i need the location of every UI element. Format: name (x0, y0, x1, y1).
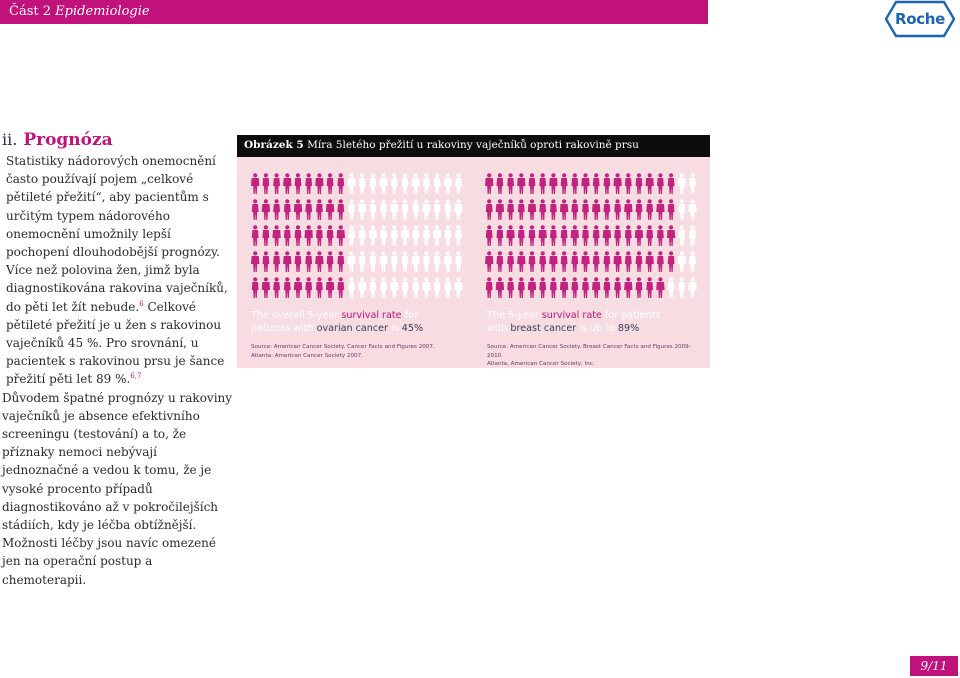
person-icon (444, 225, 451, 246)
person-icon (305, 173, 312, 194)
ovarian-caption (251, 309, 461, 335)
person-icon (348, 277, 355, 298)
person-icon (561, 225, 568, 246)
person-icon (646, 199, 653, 220)
person-icon (507, 277, 514, 298)
person-icon (539, 199, 546, 220)
person-icon (614, 225, 621, 246)
ovarian-caption-part: is (388, 323, 402, 334)
breast-source-line: Atlanta, American Cancer Society, Inc. (487, 361, 595, 367)
person-icon (252, 277, 259, 298)
person-icon (624, 277, 632, 298)
person-icon (401, 225, 409, 246)
person-icon (636, 173, 643, 194)
person-icon (283, 173, 291, 194)
person-icon (444, 173, 452, 194)
person-icon (390, 277, 398, 298)
person-icon (549, 251, 557, 272)
person-icon (560, 277, 568, 298)
person-icon (412, 277, 419, 298)
person-icon (316, 225, 323, 246)
ovarian-source-line: Atlanta: American Cancer Society 2007. (251, 352, 363, 359)
person-icon (402, 173, 409, 194)
person-icon (305, 199, 312, 220)
person-icon (656, 199, 664, 220)
person-icon (636, 199, 643, 220)
person-icon (688, 199, 696, 220)
person-icon (391, 225, 398, 246)
person-icon (593, 225, 600, 246)
person-icon (667, 225, 675, 246)
person-icon (358, 199, 366, 220)
header-part: Část 2 (9, 4, 51, 19)
person-icon (412, 251, 420, 272)
person-icon (251, 173, 259, 194)
figure-label: Obrázek 5 (244, 139, 304, 151)
person-icon (571, 277, 578, 298)
person-icon (273, 199, 280, 220)
person-icon (603, 225, 611, 246)
person-icon (370, 251, 377, 272)
person-icon (668, 173, 675, 194)
person-icon (252, 199, 259, 220)
person-icon (560, 199, 568, 220)
person-icon (337, 225, 345, 246)
person-icon (348, 199, 355, 220)
person-icon (370, 199, 377, 220)
person-icon (455, 251, 462, 272)
ovarian-survival-rate: 45% (401, 323, 424, 334)
person-icon (262, 199, 270, 220)
person-icon (625, 173, 632, 194)
person-icon (444, 251, 452, 272)
person-icon (613, 251, 621, 272)
ovarian-source (251, 343, 451, 360)
roche-logo (884, 0, 956, 38)
person-icon (592, 277, 600, 298)
paragraph-2-text: Celkové pětileté přežití je u žen s rakovinou vaječníků 45 %. Pro srovnání, u pacientek s rakovinou prsu je šance přežití pěti let 89 %. (6, 299, 225, 387)
person-icon (402, 277, 409, 298)
person-icon (284, 199, 291, 220)
person-icon (434, 173, 441, 194)
paragraph-1 (2, 152, 234, 389)
person-icon (486, 199, 493, 220)
person-icon (434, 251, 441, 272)
ovarian-source-line: Source: American Cancer Society. Cancer Facts and Figures 2007. (251, 344, 435, 350)
person-icon (497, 251, 504, 272)
person-icon (678, 199, 685, 220)
person-icon (391, 251, 398, 272)
person-icon (444, 199, 451, 220)
person-icon (604, 173, 611, 194)
person-icon (561, 251, 568, 272)
page-total: 11 (932, 659, 948, 673)
page-current: 9 (920, 659, 929, 673)
person-icon (316, 199, 323, 220)
person-icon (380, 199, 387, 220)
breast-caption-emph: breast cancer (510, 323, 577, 334)
person-icon (315, 173, 323, 194)
breast-caption (487, 309, 702, 335)
person-icon (337, 199, 344, 220)
person-icon (391, 173, 398, 194)
person-icon (263, 173, 270, 194)
person-icon (454, 277, 462, 298)
person-icon (263, 225, 270, 246)
body-text (2, 152, 234, 589)
person-icon (550, 199, 557, 220)
person-icon (327, 251, 334, 272)
person-icon (678, 173, 686, 194)
person-icon (412, 199, 419, 220)
person-icon (283, 251, 291, 272)
roche-logo-text: Roche (894, 10, 946, 28)
breast-caption-part: The 5-year (487, 310, 542, 321)
person-icon (402, 251, 409, 272)
figure-title (244, 139, 639, 151)
person-icon (549, 173, 557, 194)
person-icon (422, 277, 430, 298)
person-icon (380, 225, 387, 246)
paragraph-1-text: Statistiky nádorových onemocnění často používají pojem „celkové pětileté přežití“, aby pacientům s určitým typem nádorového onemocnění umožnily lepší pochopení dlouhodobější prognózy. Více než polovina žen, jimž byla diagnostikována rakovina vaječníků, do pěti let žít nebude. (6, 154, 228, 314)
person-icon (656, 277, 664, 298)
ovarian-caption-part: for (401, 310, 418, 321)
reference-6: 6 (139, 299, 144, 308)
person-icon (689, 225, 696, 246)
person-icon (434, 277, 441, 298)
person-icon (497, 225, 504, 246)
breast-source-line: Source: American Cancer Society. Breast Cancer Facts and Figures 2009-2010. (487, 344, 691, 359)
person-icon (273, 251, 280, 272)
person-icon (358, 277, 366, 298)
person-icon (327, 225, 334, 246)
person-icon (316, 277, 323, 298)
person-icon (636, 251, 643, 272)
reference-6-7: 6,7 (130, 372, 142, 381)
ovarian-caption-emph: ovarian cancer (316, 323, 388, 334)
person-icon (326, 277, 334, 298)
person-icon (529, 173, 536, 194)
figure-title-text: Míra 5letého přežití u rakoviny vaječníků oproti rakovině prsu (307, 139, 639, 151)
header-chapter: Epidemiologie (55, 4, 150, 19)
breast-survival-rate: 89% (617, 323, 640, 334)
person-icon (539, 251, 546, 272)
person-icon (688, 277, 696, 298)
person-icon (668, 251, 675, 272)
ovarian-survivor-grid (251, 173, 466, 303)
person-icon (550, 225, 557, 246)
section-number: ii. (2, 130, 18, 149)
page-number: 9 / 11 (910, 656, 958, 676)
person-icon (315, 251, 323, 272)
person-icon (582, 277, 589, 298)
person-icon (571, 199, 578, 220)
person-icon (295, 225, 302, 246)
person-icon (390, 199, 398, 220)
person-icon (337, 277, 344, 298)
person-icon (507, 199, 514, 220)
person-icon (348, 225, 355, 246)
person-icon (529, 225, 536, 246)
person-icon (454, 199, 462, 220)
ovarian-caption-accent: survival rate (341, 310, 402, 321)
header-title (9, 4, 150, 19)
person-icon (689, 173, 696, 194)
section-heading (2, 130, 113, 150)
person-icon (624, 199, 632, 220)
person-icon (455, 173, 462, 194)
person-icon (646, 173, 654, 194)
person-icon (337, 173, 344, 194)
person-icon (613, 173, 621, 194)
person-icon (561, 173, 568, 194)
person-icon (485, 173, 493, 194)
person-icon (678, 277, 685, 298)
person-icon (295, 251, 302, 272)
person-icon (678, 225, 685, 246)
person-icon (668, 277, 675, 298)
person-icon (518, 277, 525, 298)
person-icon (529, 251, 536, 272)
person-icon (517, 251, 525, 272)
person-icon (402, 199, 409, 220)
person-icon (380, 277, 387, 298)
person-icon (294, 277, 302, 298)
person-icon (295, 173, 302, 194)
person-icon (582, 225, 589, 246)
person-icon (614, 277, 621, 298)
figure-panel (237, 157, 710, 368)
person-icon (273, 277, 280, 298)
person-icon (507, 173, 514, 194)
person-icon (496, 199, 504, 220)
person-icon (412, 173, 420, 194)
person-icon (657, 173, 664, 194)
person-icon (657, 251, 664, 272)
person-icon (646, 225, 653, 246)
person-icon (582, 199, 589, 220)
breast-caption-part: with (487, 323, 511, 334)
person-icon (550, 277, 557, 298)
person-icon (657, 225, 664, 246)
person-icon (326, 199, 334, 220)
person-icon (433, 225, 441, 246)
person-icon (614, 199, 621, 220)
person-icon (284, 225, 291, 246)
person-icon (379, 173, 387, 194)
person-icon (539, 225, 547, 246)
person-icon (593, 251, 600, 272)
person-icon (593, 173, 600, 194)
person-icon (370, 173, 377, 194)
person-icon (434, 199, 441, 220)
person-icon (305, 277, 312, 298)
person-icon (506, 225, 514, 246)
person-icon (518, 199, 525, 220)
person-icon (625, 251, 632, 272)
person-icon (539, 277, 546, 298)
person-icon (571, 225, 579, 246)
ovarian-caption-part: The overall 5-year (251, 310, 342, 321)
person-icon (359, 173, 366, 194)
person-icon (592, 199, 600, 220)
person-icon (262, 277, 270, 298)
breast-source (487, 343, 702, 369)
person-icon (305, 225, 313, 246)
person-icon (486, 225, 493, 246)
breast-caption-part: for patients (601, 310, 661, 321)
person-icon (518, 225, 525, 246)
person-icon (486, 277, 493, 298)
person-icon (423, 173, 430, 194)
person-icon (496, 277, 504, 298)
person-icon (347, 173, 355, 194)
person-icon (263, 251, 270, 272)
person-icon (581, 251, 589, 272)
breast-survivor-grid (485, 173, 700, 303)
person-icon (604, 251, 611, 272)
person-icon (485, 251, 493, 272)
ovarian-caption-part: patients with (251, 323, 317, 334)
person-icon (646, 277, 653, 298)
header-bar (0, 0, 708, 24)
person-icon (689, 251, 696, 272)
paragraph-3: Důvodem špatné prognózy u rakoviny vaječníků je absence efektivního screeningu (testování) a to, že příznaky nemoci nebývají jednoznačné a vedou k tomu, že je vysoké procento případů diagnostikováno až v pokročilejších stádiích, kdy je léčba obtížnější. Možnosti léčby jsou navíc omezené jen na operační postup a chemoterapii. (2, 390, 233, 587)
person-icon (646, 251, 654, 272)
person-icon (528, 199, 536, 220)
section-title: Prognóza (23, 130, 113, 150)
person-icon (252, 225, 259, 246)
person-icon (251, 251, 259, 272)
person-icon (369, 225, 377, 246)
breast-caption-part: is up to (576, 323, 618, 334)
breast-caption-accent: survival rate (541, 310, 602, 321)
figure-title-bar (237, 135, 710, 157)
person-icon (272, 225, 280, 246)
person-icon (571, 251, 578, 272)
person-icon (284, 277, 291, 298)
person-icon (327, 173, 334, 194)
person-icon (604, 277, 611, 298)
person-icon (455, 225, 462, 246)
person-icon (423, 225, 430, 246)
person-icon (337, 251, 344, 272)
person-icon (678, 251, 686, 272)
person-icon (636, 277, 643, 298)
person-icon (412, 225, 419, 246)
person-icon (444, 277, 451, 298)
person-icon (539, 173, 546, 194)
person-icon (571, 173, 578, 194)
person-icon (604, 199, 611, 220)
person-icon (581, 173, 589, 194)
person-icon (625, 225, 632, 246)
person-icon (507, 251, 514, 272)
person-icon (370, 277, 377, 298)
person-icon (359, 225, 366, 246)
person-icon (347, 251, 355, 272)
person-icon (273, 173, 280, 194)
person-icon (294, 199, 302, 220)
person-icon (379, 251, 387, 272)
person-icon (517, 173, 525, 194)
person-icon (668, 199, 675, 220)
person-icon (423, 251, 430, 272)
person-icon (422, 199, 430, 220)
person-icon (497, 173, 504, 194)
person-icon (359, 251, 366, 272)
person-icon (305, 251, 312, 272)
person-icon (528, 277, 536, 298)
person-icon (635, 225, 643, 246)
